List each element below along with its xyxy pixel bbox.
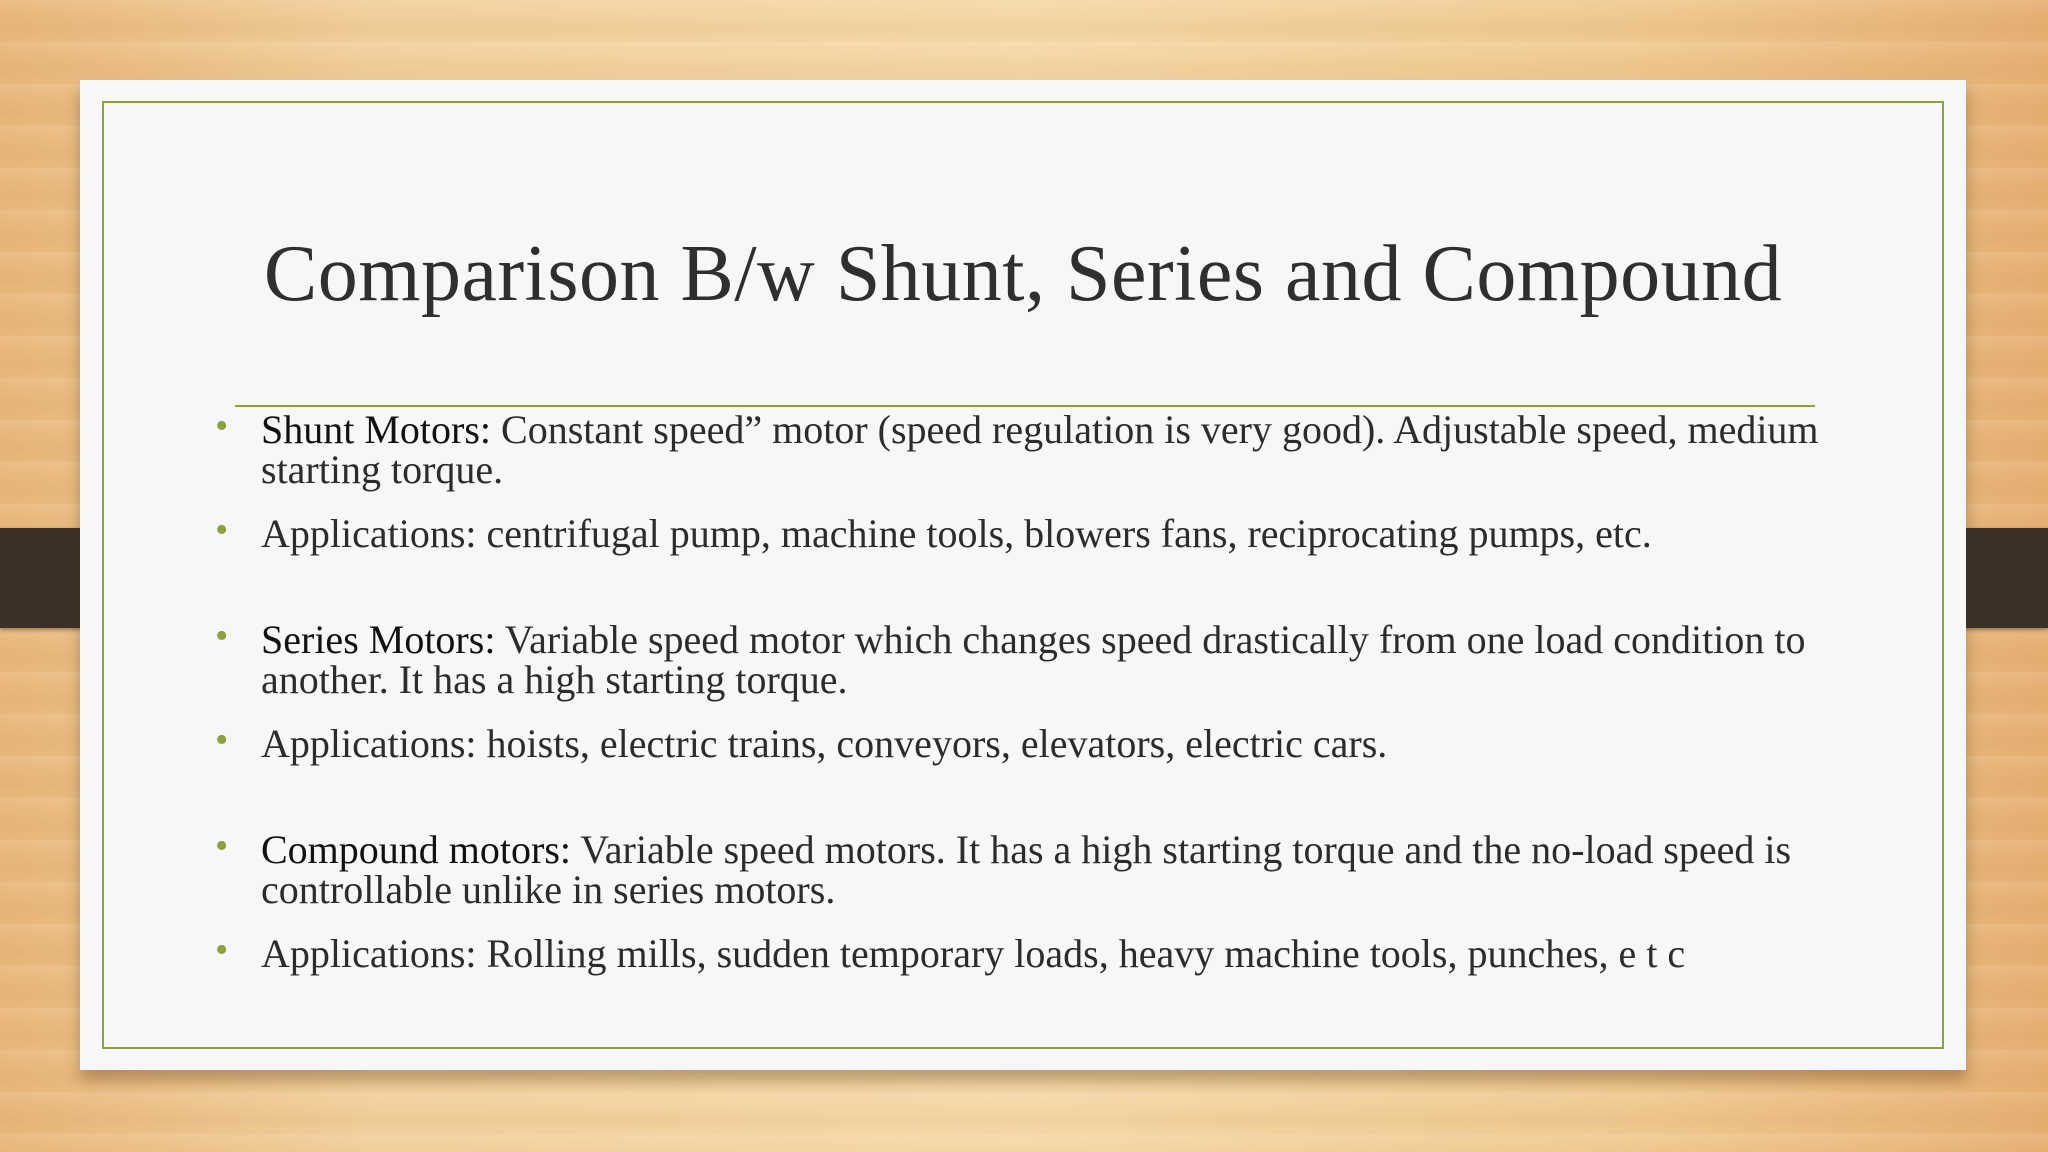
term-compound: Compound motors: <box>261 827 572 872</box>
slide-content <box>215 407 1855 998</box>
term-series: Series Motors: <box>261 617 496 662</box>
section-shunt <box>215 407 1855 556</box>
bullet-series-applications: • Applications: hoists, electric trains, conveyors, elevators, electric cars. <box>215 724 1855 764</box>
bullet-shunt-description <box>215 407 1855 492</box>
section-compound <box>215 827 1855 976</box>
bullet-series-description <box>215 617 1855 702</box>
bullet-compound-description <box>215 827 1855 912</box>
description-shunt: Constant speed” motor (speed regulation is very good). Adjustable speed, medium starting torque. <box>261 407 1819 492</box>
bullet-shunt-applications: • Applications: centrifugal pump, machine tools, blowers fans, reciprocating pumps, etc. <box>215 514 1855 554</box>
description-series: Variable speed motor which changes speed drastically from one load condition to another. It has a high starting torque. <box>261 617 1806 702</box>
bullet-compound-applications: • Applications: Rolling mills, sudden temporary loads, heavy machine tools, punches, e t c <box>215 934 1855 974</box>
description-compound: Variable speed motors. It has a high starting torque and the no-load speed is controllable unlike in series motors. <box>261 827 1792 912</box>
term-shunt: Shunt Motors: <box>261 407 492 452</box>
slide <box>80 80 1966 1070</box>
slide-title: Comparison B/w Shunt, Series and Compound <box>263 230 1783 318</box>
section-series <box>215 617 1855 766</box>
